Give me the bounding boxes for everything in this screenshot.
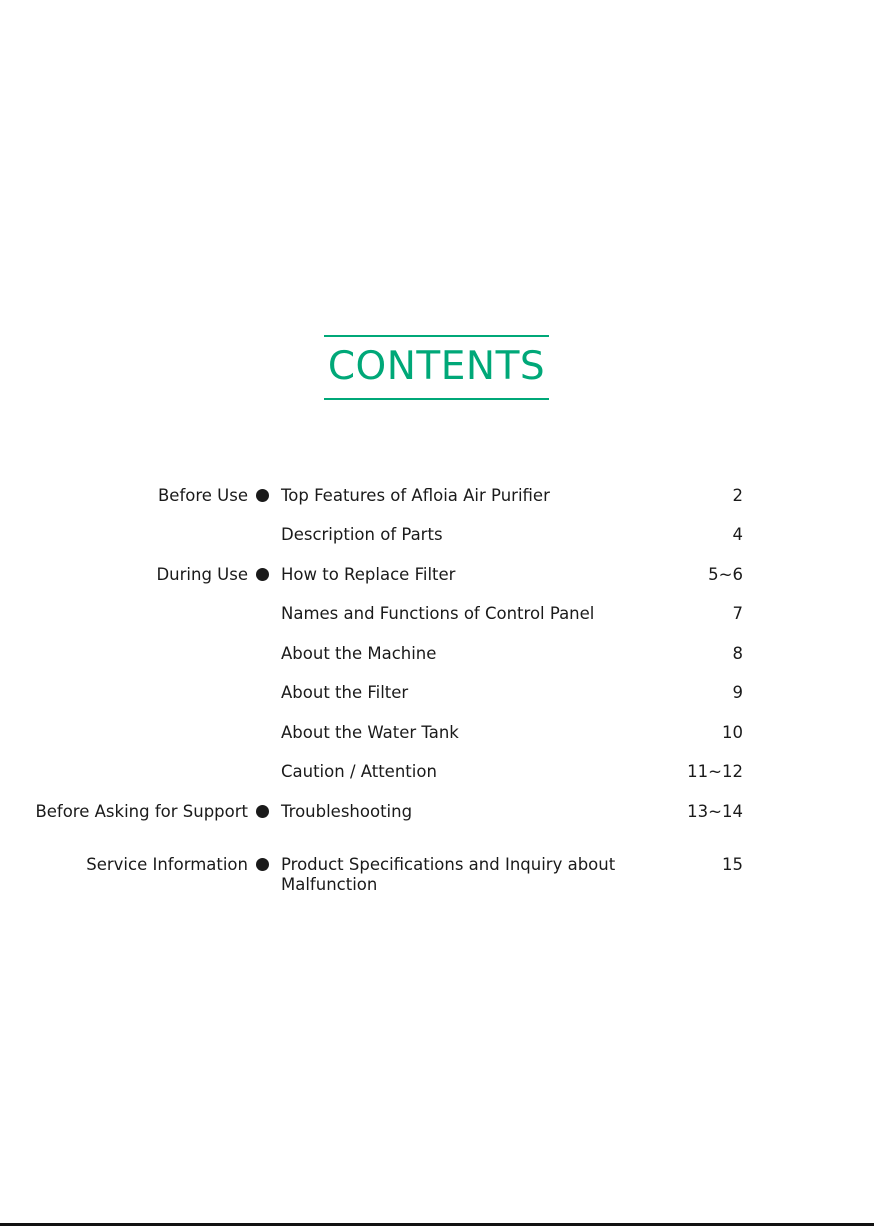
section-label: Before Use: [157, 486, 248, 505]
entry-title: Caution / Attention: [281, 762, 437, 781]
page-number: 10: [722, 723, 743, 742]
entry-title: Product Specifications and Inquiry about Malfunction: [281, 855, 616, 894]
page-number: 11~12: [687, 762, 743, 781]
page-number: 2: [732, 486, 743, 505]
entry-title: About the Machine: [281, 644, 437, 663]
bullet-icon: [256, 858, 269, 871]
bullet-icon: [256, 568, 269, 581]
entry-title: About the Filter: [281, 683, 409, 702]
contents-heading: [324, 335, 549, 401]
page-number: 13~14: [687, 802, 743, 821]
entry-title: Names and Functions of Control Panel: [281, 604, 595, 623]
page-number: 9: [732, 683, 743, 702]
entry-title: Troubleshooting: [281, 802, 413, 821]
page-number: 8: [732, 644, 743, 663]
page-number: 4: [732, 525, 743, 544]
heading-bottom-rule: [324, 398, 549, 400]
section-label: Before Asking for Support: [35, 802, 248, 821]
entry-title: How to Replace Filter: [281, 565, 456, 584]
page-number: 15: [722, 855, 743, 874]
bullet-icon: [256, 489, 269, 502]
page-number: 5~6: [708, 565, 743, 584]
page-title: CONTENTS: [327, 344, 546, 389]
section-label: Service Information: [86, 855, 248, 874]
heading-top-rule: [324, 335, 549, 337]
section-label: During Use: [156, 565, 248, 584]
entry-title: Top Features of Afloia Air Purifier: [281, 486, 550, 505]
entry-title: About the Water Tank: [281, 723, 459, 742]
bullet-icon: [256, 805, 269, 818]
entry-title: Description of Parts: [281, 525, 443, 544]
page-number: 7: [732, 604, 743, 623]
